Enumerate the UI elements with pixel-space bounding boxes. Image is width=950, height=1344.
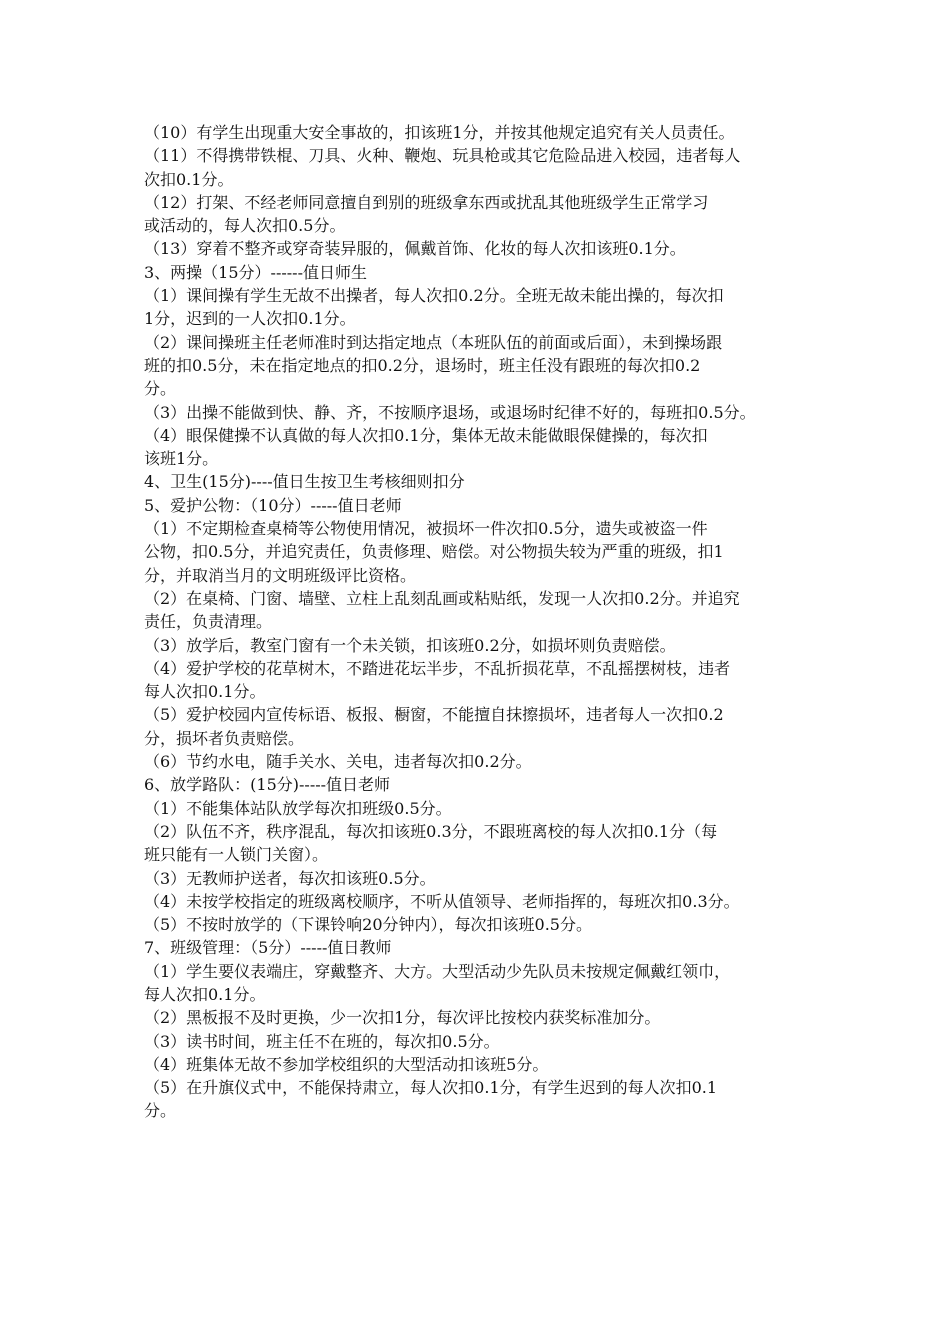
text-line: （1）课间操有学生无故不出操者，每人次扣0.2分。全班无故未能出操的，每次扣 <box>144 286 724 306</box>
text-line: 每人次扣0.1分。 <box>144 984 266 1004</box>
text-line: （1）学生要仪表端庄，穿戴整齐、大方。大型活动少先队员未按规定佩戴红领巾， <box>144 961 731 981</box>
document-page <box>144 121 834 1123</box>
text-line: （10）有学生出现重大安全事故的，扣该班1分，并按其他规定追究有关人员责任。 <box>144 123 735 142</box>
text-line: 该班1分。 <box>144 449 219 469</box>
text-line: （11）不得携带铁棍、刀具、火种、鞭炮、玩具枪或其它危险品进入校园，违者每人 <box>144 146 741 166</box>
text-line: （5）爱护校园内宣传标语、板报、橱窗，不能擅自抹擦损坏，违者每人一次扣0.2 <box>144 705 724 725</box>
text-line: 班只能有一人锁门关窗）。 <box>144 845 329 865</box>
text-line: （3）放学后，教室门窗有一个未关锁，扣该班0.2分，如损坏则负责赔偿。 <box>144 635 676 655</box>
text-line: （3）出操不能做到快、静、齐，不按顺序退场，或退场时纪律不好的，每班扣0.5分。 <box>144 402 756 422</box>
text-line: 6、放学路队：(15分)-----值日老师 <box>144 775 391 795</box>
text-line: 5、爱护公物：（10分）-----值日老师 <box>144 495 402 515</box>
text-line: 责任，负责清理。 <box>144 612 273 632</box>
text-line: （3）无教师护送者，每次扣该班0.5分。 <box>144 868 436 888</box>
text-line: （2）黑板报不及时更换，少一次扣1分，每次评比按校内获奖标准加分。 <box>144 1008 661 1028</box>
text-line: 公物，扣0.5分，并追究责任，负责修理、赔偿。对公物损失较为严重的班级，扣1 <box>144 542 724 562</box>
text-line: 4、卫生(15分)----值日生按卫生考核细则扣分 <box>144 472 465 492</box>
text-line: 分，损坏者负责赔偿。 <box>144 728 305 748</box>
text-line: （1）不定期检查桌椅等公物使用情况，被损坏一件次扣0.5分，遗失或被盗一件 <box>144 519 708 539</box>
text-line: （13）穿着不整齐或穿奇装异服的，佩戴首饰、化妆的每人次扣该班0.1分。 <box>144 239 686 259</box>
text-line: 1分，迟到的一人次扣0.1分。 <box>144 309 356 329</box>
text-line: 分，并取消当月的文明班级评比资格。 <box>144 565 417 585</box>
text-line: （6）节约水电，随手关水、关电，违者每次扣0.2分。 <box>144 752 532 772</box>
text-line: （5）在升旗仪式中，不能保持肃立，每人次扣0.1分，有学生迟到的每人次扣0.1 <box>144 1078 718 1098</box>
text-line: （2）课间操班主任老师准时到达指定地点（本班队伍的前面或后面），未到操场跟 <box>144 332 723 352</box>
text-line: （3）读书时间，班主任不在班的，每次扣0.5分。 <box>144 1031 500 1051</box>
text-line: （4）班集体无故不参加学校组织的大型活动扣该班5分。 <box>144 1054 549 1074</box>
text-line: （12）打架、不经老师同意擅自到别的班级拿东西或扰乱其他班级学生正常学习 <box>144 192 709 212</box>
text-line: 7、班级管理：（5分）-----值日教师 <box>144 938 392 958</box>
text-line: （4）爱护学校的花草树木，不踏进花坛半步，不乱折损花草，不乱摇摆树枝，违者 <box>144 658 731 678</box>
text-line: 3、两操（15分）------值日师生 <box>144 262 367 282</box>
text-line: （4）眼保健操不认真做的每人次扣0.1分，集体无故未能做眼保健操的，每次扣 <box>144 425 708 445</box>
text-line: （2）队伍不齐，秩序混乱，每次扣该班0.3分，不跟班离校的每人次扣0.1分（每 <box>144 821 718 841</box>
text-line: 或活动的，每人次扣0.5分。 <box>144 216 346 236</box>
text-line: 分。 <box>144 1101 177 1121</box>
text-line: 每人次扣0.1分。 <box>144 682 266 702</box>
text-line: 次扣0.1分。 <box>144 169 234 189</box>
text-line: （5）不按时放学的（下课铃响20分钟内），每次扣该班0.5分。 <box>144 915 592 935</box>
text-line: （4）未按学校指定的班级离校顺序，不听从值领导、老师指挥的，每班次扣0.3分。 <box>144 891 740 911</box>
text-line: （2）在桌椅、门窗、墙壁、立柱上乱刻乱画或粘贴纸，发现一人次扣0.2分。并追究 <box>144 588 740 608</box>
text-line: 分。 <box>144 379 177 399</box>
text-line: （1）不能集体站队放学每次扣班级0.5分。 <box>144 798 452 818</box>
text-line: 班的扣0.5分，未在指定地点的扣0.2分，退场时，班主任没有跟班的每次扣0.2 <box>144 355 701 375</box>
